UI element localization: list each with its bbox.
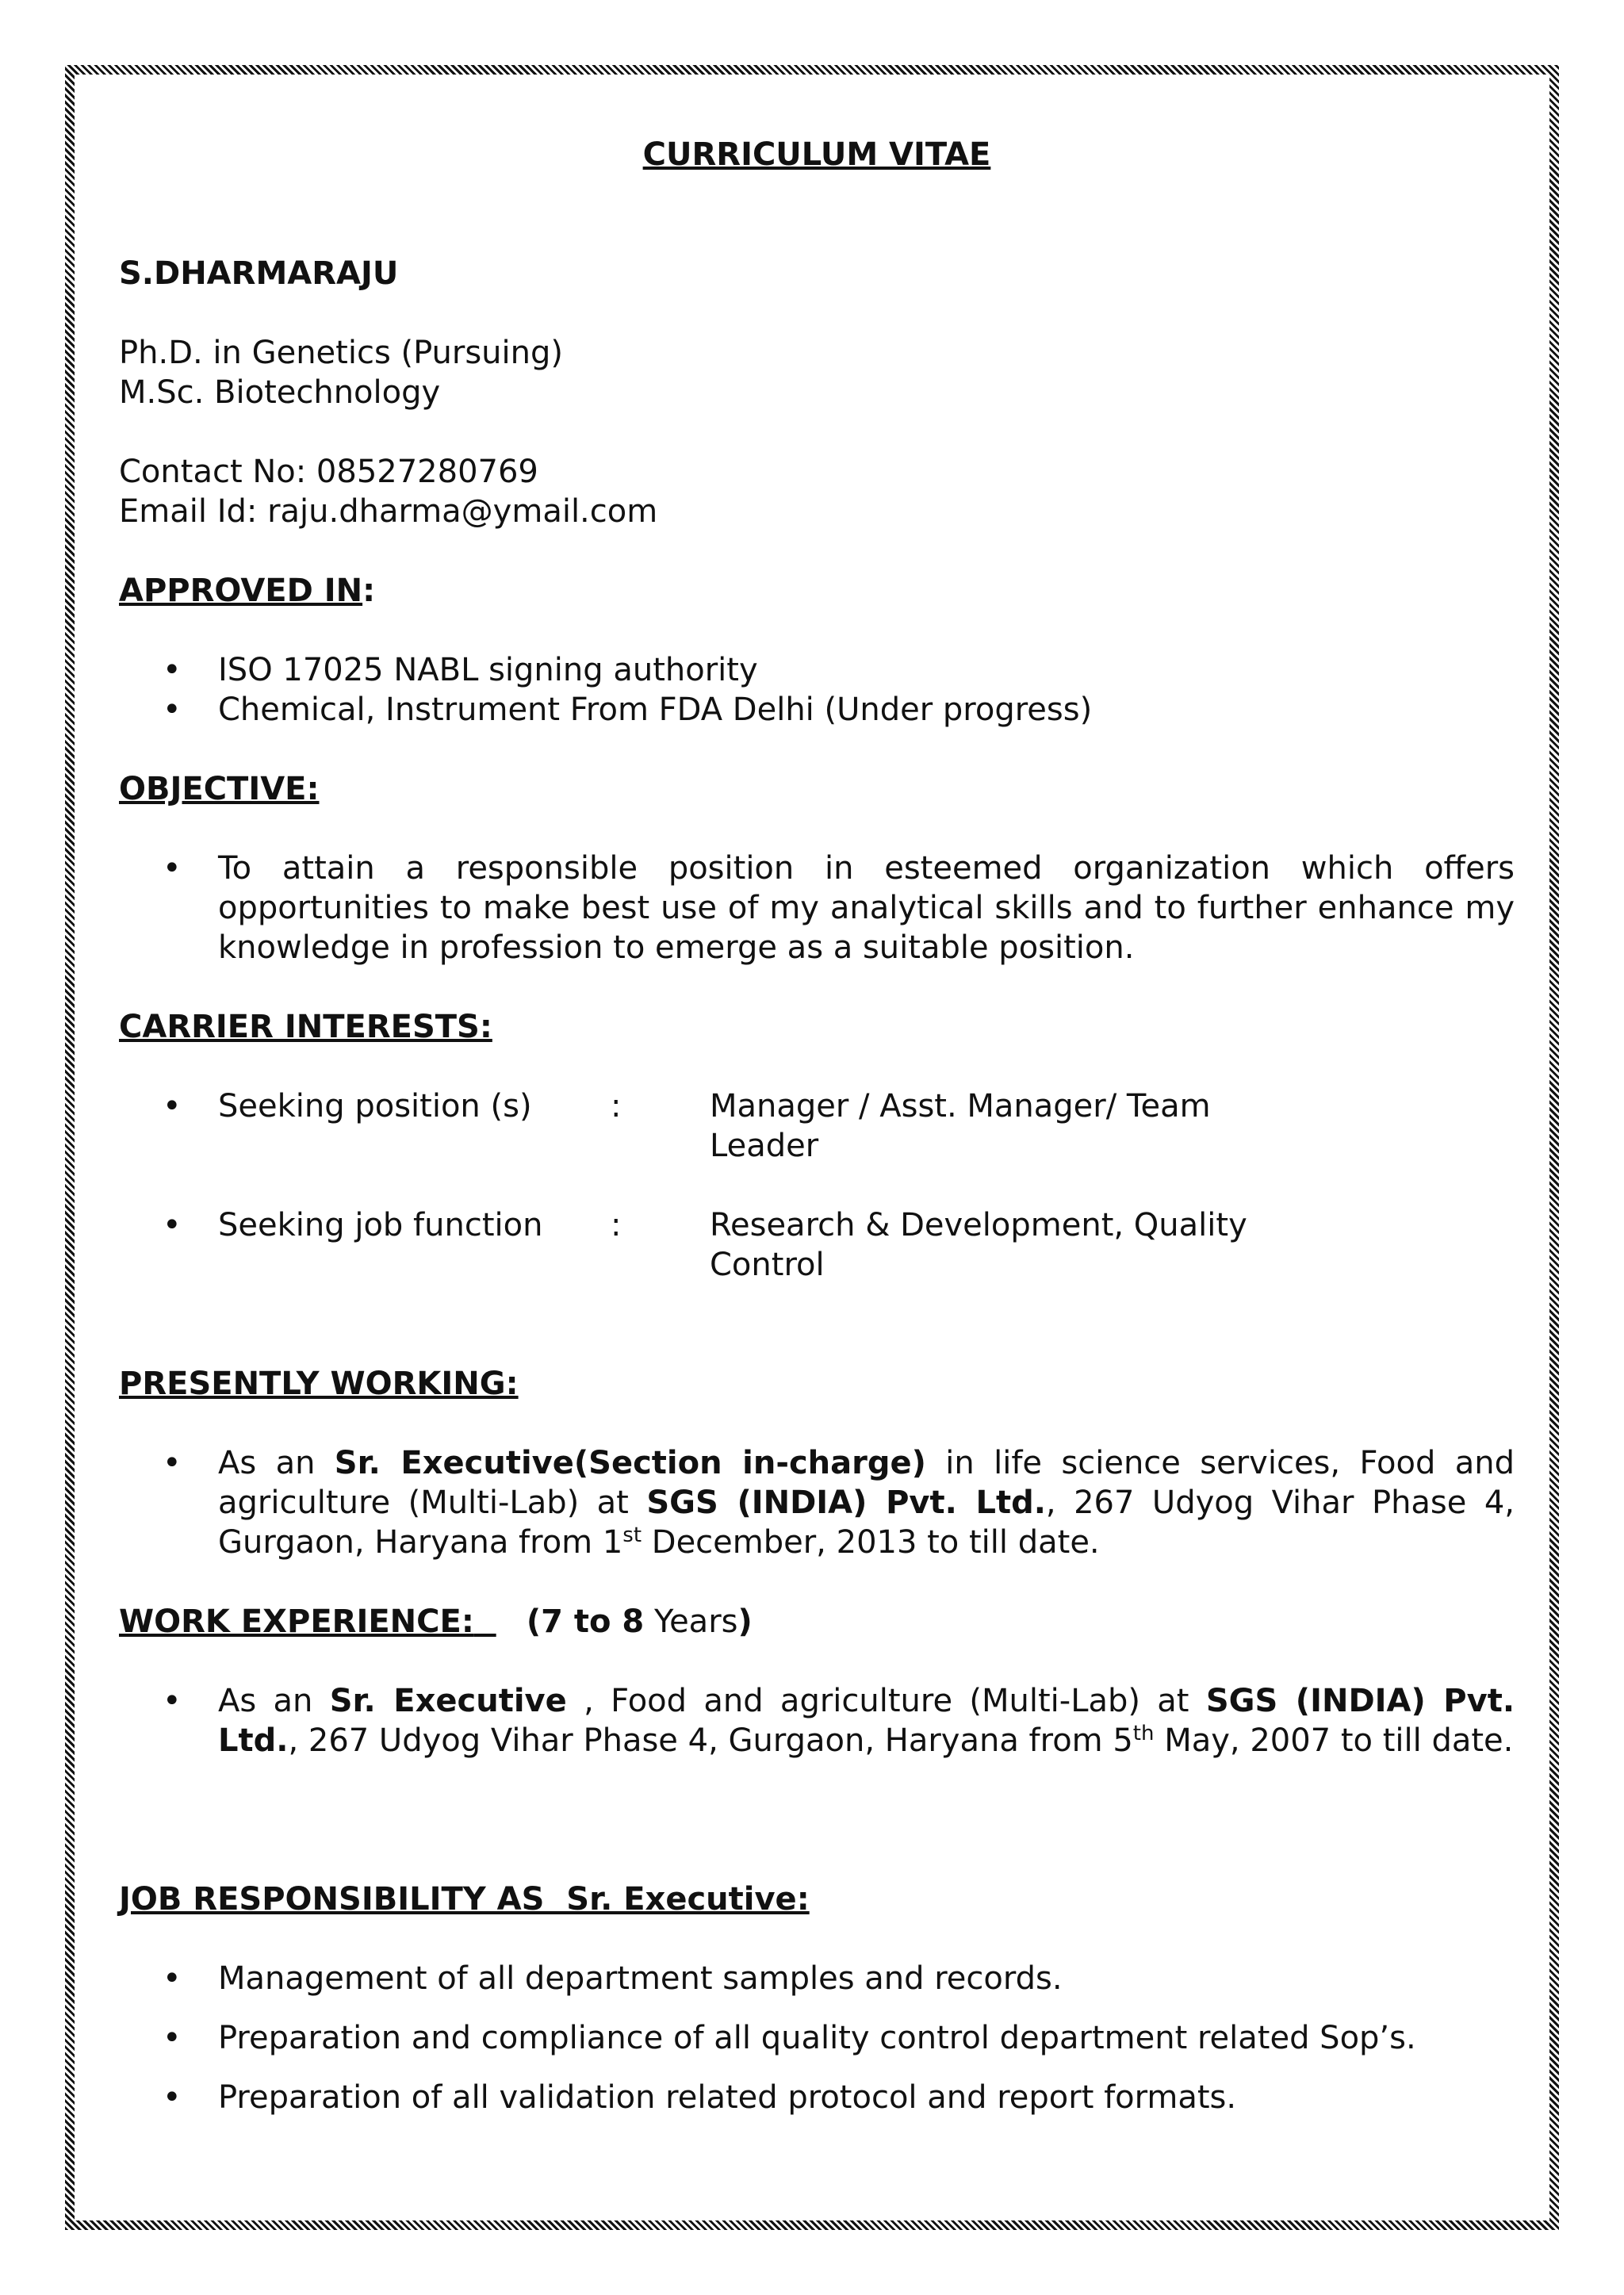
approved-heading — [119, 571, 1515, 611]
list-item — [119, 1205, 1515, 1285]
responsibility-heading — [119, 1879, 1515, 1919]
career-heading — [119, 1007, 1515, 1047]
objective-text: • To attain a responsible position in esteemed organization which offers opportunities to make best use of my analytical skills and to further enhance my knowledge in profession to emerge as a suitable position. — [119, 849, 1515, 967]
objective-heading — [119, 769, 1515, 809]
ordinal-suffix: st — [622, 1523, 642, 1547]
experience-years: 7 to 8 — [541, 1603, 645, 1640]
career-value-position: Manager / Asst. Manager/ Team Leader — [710, 1088, 1211, 1164]
text: in life science services, Food and agriculture (Multi-Lab) at — [218, 1445, 1515, 1521]
present-heading-text: PRESENTLY WORKING: — [119, 1366, 519, 1402]
responsibility-list — [119, 1959, 1515, 2117]
list-item: • Management of all department samples and records. — [119, 1959, 1515, 1998]
experience-text — [119, 1681, 1515, 1761]
approved-list — [119, 650, 1515, 730]
present-text — [119, 1443, 1515, 1562]
list-item: • ISO 17025 NABL signing authority — [119, 650, 1515, 690]
career-heading-text: CARRIER INTERESTS: — [119, 1009, 492, 1045]
candidate-name: S.DHARMARAJU — [119, 255, 399, 292]
contact-info — [119, 452, 1515, 531]
career-label-function: • Seeking job function — [218, 1207, 543, 1243]
qualification-phd: Ph.D. in Genetics (Pursuing) — [119, 335, 563, 371]
list-item: • Chemical, Instrument From FDA Delhi (Under progress) — [119, 690, 1515, 730]
experience-company: SGS (INDIA) Pvt. Ltd. — [218, 1683, 1515, 1759]
objective-list — [119, 849, 1515, 967]
present-role: Sr. Executive(Section in-charge) — [334, 1445, 926, 1481]
qualifications — [119, 333, 1515, 412]
career-list — [119, 1086, 1515, 1285]
cv-document — [119, 135, 1515, 2137]
career-value-function: Research & Development, Quality Control — [710, 1207, 1247, 1283]
text: , 267 Udyog Vihar Phase 4, Gurgaon, Haryana from 5 — [288, 1722, 1133, 1759]
present-list — [119, 1443, 1515, 1562]
career-label-position: • Seeking position (s) — [218, 1088, 532, 1125]
list-item: • Preparation and compliance of all quality control department related Sop’s. — [119, 2018, 1515, 2058]
list-item — [119, 1086, 1515, 1166]
experience-role: Sr. Executive — [329, 1683, 567, 1719]
career-colon: : — [611, 1088, 622, 1125]
career-colon: : — [611, 1207, 622, 1243]
list-item: • Preparation of all validation related protocol and report formats. — [119, 2078, 1515, 2117]
text: December, 2013 to till date. — [642, 1524, 1100, 1561]
text: May, 2007 to till date. — [1154, 1722, 1514, 1759]
qualification-msc: M.Sc. Biotechnology — [119, 374, 441, 411]
present-heading — [119, 1364, 1515, 1404]
text: As an — [218, 1445, 335, 1481]
experience-list — [119, 1681, 1515, 1761]
objective-heading-text: OBJECTIVE: — [119, 771, 320, 807]
experience-heading — [119, 1602, 1515, 1642]
text: , 267 Udyog Vihar Phase 4, Gurgaon, Haryana from 1 — [218, 1485, 1515, 1561]
page-title: CURRICULUM VITAE — [642, 136, 991, 173]
experience-paren-open: ( — [526, 1603, 542, 1640]
responsibility-heading-text: JOB RESPONSIBILITY AS Sr. Executive: — [119, 1881, 810, 1918]
present-company: SGS (INDIA) Pvt. Ltd. — [646, 1485, 1046, 1521]
text: As an — [218, 1683, 330, 1719]
approved-heading-colon: : — [362, 573, 376, 609]
text: , Food and agriculture (Multi-Lab) at — [566, 1683, 1206, 1719]
ordinal-suffix: th — [1132, 1722, 1155, 1745]
contact-phone: Contact No: 08527280769 — [119, 454, 538, 490]
experience-paren-close: ) — [737, 1603, 753, 1640]
contact-email: Email Id: raju.dharma@ymail.com — [119, 493, 658, 530]
experience-heading-text: WORK EXPERIENCE: — [119, 1603, 474, 1640]
experience-years-label: Years — [644, 1603, 738, 1640]
approved-heading-text: APPROVED IN — [119, 573, 363, 609]
